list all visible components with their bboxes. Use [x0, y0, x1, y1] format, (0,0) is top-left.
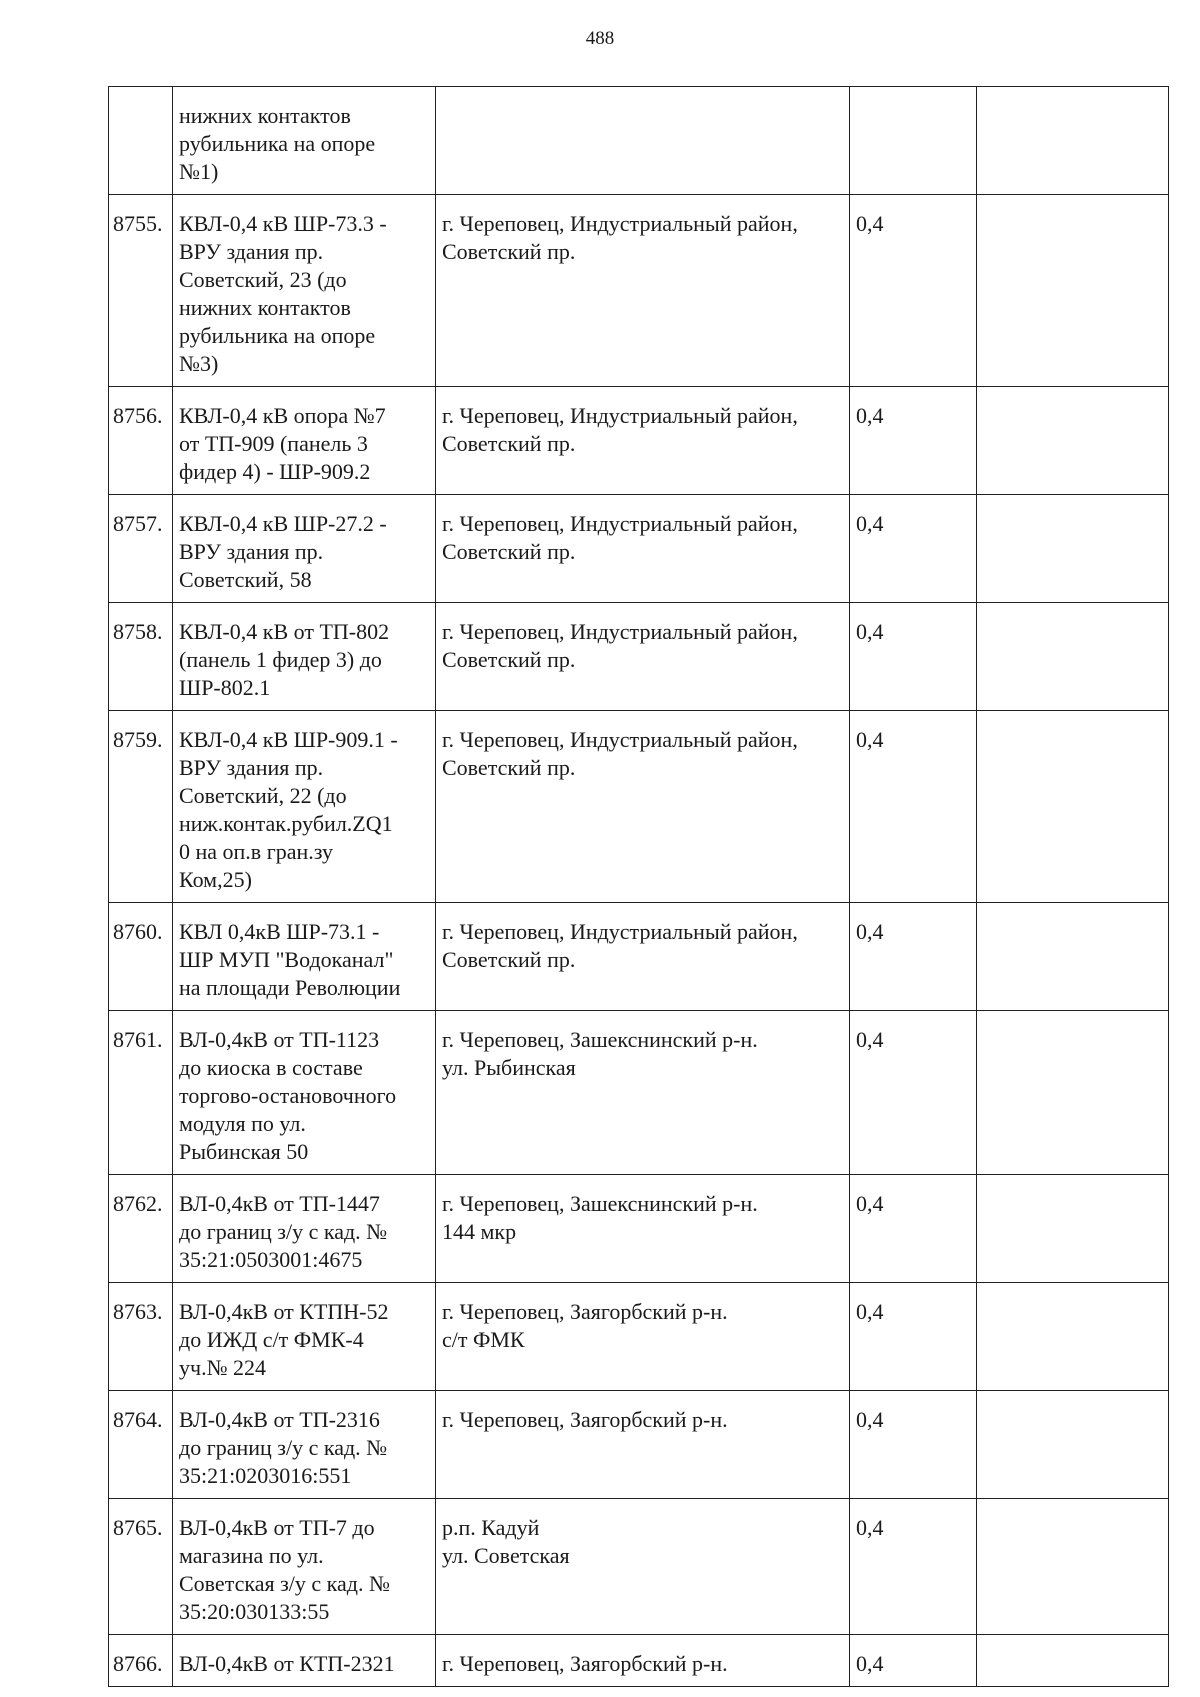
address-line: р.п. Кадуй: [442, 1515, 540, 1540]
registry-table-body: [109, 87, 1169, 1687]
table-row: [109, 603, 1169, 711]
object-name-cell: [173, 711, 436, 903]
address-cell: [436, 1283, 850, 1391]
object-name-line: уч.№ 224: [179, 1355, 267, 1380]
object-name-line: нижних контактов: [179, 295, 351, 320]
address-line: Советский пр.: [442, 947, 576, 972]
object-name-cell: [173, 903, 436, 1011]
object-name-line: КВЛ-0,4 кВ опора №7: [179, 403, 386, 428]
row-number-cell: 8766.: [109, 1635, 173, 1687]
address-line: Советский пр.: [442, 431, 576, 456]
object-name-line: Советская з/у с кад. №: [179, 1571, 390, 1596]
object-name-line: №3): [179, 351, 219, 376]
address-line: г. Череповец, Зашекснинский р-н.: [442, 1027, 758, 1052]
empty-cell: [977, 603, 1169, 711]
row-number-cell: 8756.: [109, 387, 173, 495]
object-name-line: №1): [179, 159, 219, 184]
row-number-cell: 8755.: [109, 195, 173, 387]
empty-cell: [977, 87, 1169, 195]
voltage-cell: 0,4: [850, 1391, 977, 1499]
page-number: 488: [585, 28, 615, 49]
voltage-cell: 0,4: [850, 387, 977, 495]
address-cell: [436, 1011, 850, 1175]
object-name-line: ВРУ здания пр.: [179, 239, 324, 264]
object-name-cell: [173, 195, 436, 387]
voltage-cell: 0,4: [850, 195, 977, 387]
object-name-cell: [173, 1175, 436, 1283]
object-name-line: до киоска в составе: [179, 1055, 363, 1080]
address-line: г. Череповец, Индустриальный район,: [442, 211, 798, 236]
table-row: [109, 1175, 1169, 1283]
address-line: г. Череповец, Зашекснинский р-н.: [442, 1191, 758, 1216]
empty-cell: [977, 387, 1169, 495]
object-name-cell: [173, 603, 436, 711]
voltage-cell: [850, 87, 977, 195]
object-name-line: ВЛ-0,4кВ от ТП-7 до: [179, 1515, 375, 1540]
object-name-line: модуля по ул.: [179, 1111, 306, 1136]
voltage-cell: 0,4: [850, 711, 977, 903]
row-number-cell: 8762.: [109, 1175, 173, 1283]
address-cell: [436, 1635, 850, 1687]
registry-table: [108, 86, 1169, 1687]
address-line: Советский пр.: [442, 755, 576, 780]
object-name-cell: [173, 1283, 436, 1391]
object-name-line: 35:20:030133:55: [179, 1599, 330, 1624]
address-line: г. Череповец, Индустриальный район,: [442, 511, 798, 536]
object-name-line: ШР-802.1: [179, 675, 271, 700]
object-name-line: ВРУ здания пр.: [179, 539, 324, 564]
address-line: г. Череповец, Заягорбский р-н.: [442, 1407, 728, 1432]
row-number-cell: 8760.: [109, 903, 173, 1011]
object-name-line: до ИЖД с/т ФМК-4: [179, 1327, 364, 1352]
row-number-cell: 8763.: [109, 1283, 173, 1391]
object-name-line: нижних контактов: [179, 103, 351, 128]
address-line: Советский пр.: [442, 647, 576, 672]
object-name-line: КВЛ-0,4 кВ ШР-909.1 -: [179, 727, 398, 752]
object-name-line: Советский, 22 (до: [179, 783, 347, 808]
table-row: [109, 711, 1169, 903]
object-name-line: ВЛ-0,4кВ от КТПН-52: [179, 1299, 389, 1324]
address-cell: [436, 711, 850, 903]
empty-cell: [977, 1391, 1169, 1499]
address-line: ул. Советская: [442, 1543, 570, 1568]
object-name-line: ВЛ-0,4кВ от КТП-2321: [179, 1651, 395, 1676]
object-name-cell: [173, 495, 436, 603]
voltage-cell: 0,4: [850, 1635, 977, 1687]
voltage-cell: 0,4: [850, 1011, 977, 1175]
voltage-cell: 0,4: [850, 495, 977, 603]
empty-cell: [977, 1175, 1169, 1283]
address-line: г. Череповец, Индустриальный район,: [442, 403, 798, 428]
table-row: [109, 87, 1169, 195]
empty-cell: [977, 1283, 1169, 1391]
table-row: [109, 903, 1169, 1011]
object-name-cell: [173, 1499, 436, 1635]
object-name-line: КВЛ-0,4 кВ от ТП-802: [179, 619, 390, 644]
address-cell: [436, 903, 850, 1011]
object-name-line: КВЛ-0,4 кВ ШР-73.3 -: [179, 211, 387, 236]
address-cell: [436, 87, 850, 195]
empty-cell: [977, 195, 1169, 387]
object-name-cell: [173, 1391, 436, 1499]
object-name-cell: [173, 387, 436, 495]
row-number-cell: 8765.: [109, 1499, 173, 1635]
voltage-cell: 0,4: [850, 1499, 977, 1635]
empty-cell: [977, 1499, 1169, 1635]
voltage-cell: 0,4: [850, 603, 977, 711]
empty-cell: [977, 1635, 1169, 1687]
table-row: [109, 1391, 1169, 1499]
object-name-line: магазина по ул.: [179, 1543, 324, 1568]
address-line: Советский пр.: [442, 239, 576, 264]
address-cell: [436, 1391, 850, 1499]
object-name-line: Советский, 58: [179, 567, 312, 592]
table-row: [109, 195, 1169, 387]
address-line: с/т ФМК: [442, 1327, 525, 1352]
voltage-cell: 0,4: [850, 1175, 977, 1283]
object-name-line: Советский, 23 (до: [179, 267, 347, 292]
row-number-cell: 8761.: [109, 1011, 173, 1175]
row-number-cell: 8764.: [109, 1391, 173, 1499]
address-line: ул. Рыбинская: [442, 1055, 576, 1080]
object-name-line: Рыбинская 50: [179, 1139, 309, 1164]
voltage-cell: 0,4: [850, 1283, 977, 1391]
object-name-line: ВРУ здания пр.: [179, 755, 324, 780]
empty-cell: [977, 711, 1169, 903]
object-name-line: 0 на оп.в гран.зу: [179, 839, 333, 864]
object-name-cell: [173, 1635, 436, 1687]
table-row: [109, 1635, 1169, 1687]
empty-cell: [977, 1011, 1169, 1175]
address-line: 144 мкр: [442, 1219, 517, 1244]
voltage-cell: 0,4: [850, 903, 977, 1011]
object-name-cell: [173, 1011, 436, 1175]
address-cell: [436, 603, 850, 711]
address-line: г. Череповец, Заягорбский р-н.: [442, 1651, 728, 1676]
table-row: [109, 1283, 1169, 1391]
object-name-line: фидер 4) - ШР-909.2: [179, 459, 371, 484]
address-line: Советский пр.: [442, 539, 576, 564]
row-number-cell: [109, 87, 173, 195]
address-cell: [436, 495, 850, 603]
row-number-cell: 8759.: [109, 711, 173, 903]
object-name-line: рубильника на опоре: [179, 323, 376, 348]
address-cell: [436, 195, 850, 387]
object-name-line: ВЛ-0,4кВ от ТП-1123: [179, 1027, 380, 1052]
table-row: [109, 1011, 1169, 1175]
address-cell: [436, 1175, 850, 1283]
address-line: г. Череповец, Заягорбский р-н.: [442, 1299, 728, 1324]
object-name-cell: [173, 87, 436, 195]
object-name-line: Ком,25): [179, 867, 252, 892]
object-name-line: торгово-остановочного: [179, 1083, 397, 1108]
address-cell: [436, 387, 850, 495]
empty-cell: [977, 495, 1169, 603]
object-name-line: КВЛ 0,4кВ ШР-73.1 -: [179, 919, 380, 944]
object-name-line: до границ з/у с кад. №: [179, 1219, 388, 1244]
empty-cell: [977, 903, 1169, 1011]
object-name-line: до границ з/у с кад. №: [179, 1435, 388, 1460]
table-row: [109, 387, 1169, 495]
object-name-line: ВЛ-0,4кВ от ТП-1447: [179, 1191, 380, 1216]
object-name-line: ВЛ-0,4кВ от ТП-2316: [179, 1407, 380, 1432]
object-name-line: от ТП-909 (панель 3: [179, 431, 368, 456]
row-number-cell: 8758.: [109, 603, 173, 711]
address-line: г. Череповец, Индустриальный район,: [442, 619, 798, 644]
address-line: г. Череповец, Индустриальный район,: [442, 919, 798, 944]
object-name-line: рубильника на опоре: [179, 131, 376, 156]
address-cell: [436, 1499, 850, 1635]
table-row: [109, 1499, 1169, 1635]
address-line: г. Череповец, Индустриальный район,: [442, 727, 798, 752]
table-row: [109, 495, 1169, 603]
object-name-line: 35:21:0203016:551: [179, 1463, 352, 1488]
row-number-cell: 8757.: [109, 495, 173, 603]
object-name-line: КВЛ-0,4 кВ ШР-27.2 -: [179, 511, 387, 536]
object-name-line: ниж.контак.рубил.ZQ1: [179, 811, 393, 836]
object-name-line: ШР МУП "Водоканал": [179, 947, 394, 972]
object-name-line: на площади Революции: [179, 975, 401, 1000]
object-name-line: (панель 1 фидер 3) до: [179, 647, 382, 672]
object-name-line: 35:21:0503001:4675: [179, 1247, 363, 1272]
